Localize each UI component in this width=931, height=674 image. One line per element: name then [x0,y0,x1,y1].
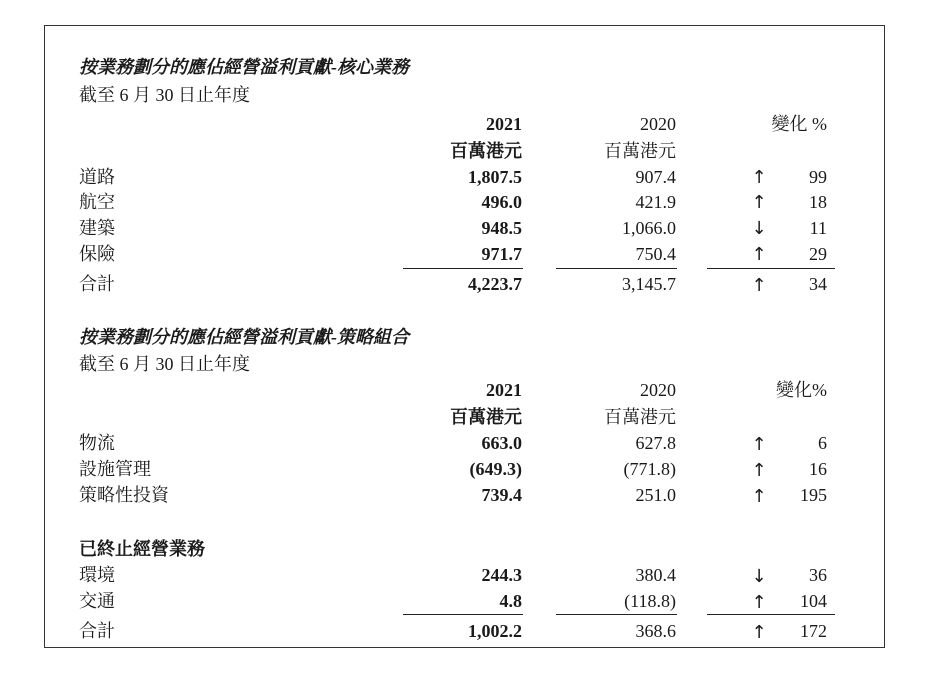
section2-title: 按業務劃分的應佔經營溢利貢獻-策略組合 [79,327,409,347]
total-value-2021: 4,223.7 [468,274,522,294]
total-value-2020: 368.6 [635,621,676,641]
up-arrow-icon: ↑ [751,167,767,188]
row-value-2021: 244.3 [481,565,522,585]
up-arrow-icon: ↑ [751,244,767,265]
total-change: 172 [800,621,827,641]
row-change: 6 [818,433,827,453]
row-value-2021: 971.7 [481,244,522,264]
row-change: 99 [809,167,827,187]
row-change: 36 [809,565,827,585]
row-change: 104 [800,591,827,611]
total-label: 合計 [79,621,115,641]
row-change: 18 [809,192,827,212]
row-value-2020: 627.8 [635,433,676,453]
row-value-2021: 739.4 [481,485,522,505]
s1-header-change: 變化 % [771,114,827,134]
s1-unit-2021: 百萬港元 [450,141,522,161]
row-value-2021: 948.5 [481,218,522,238]
total-label: 合計 [79,274,115,294]
section2-subtitle: 截至 6 月 30 日止年度 [79,354,250,374]
row-value-2020: 1,066.0 [622,218,676,238]
total-value-2020: 3,145.7 [622,274,676,294]
row-label: 航空 [79,192,115,212]
row-label: 交通 [79,591,115,611]
s2-header-2020: 2020 [640,380,676,400]
row-label: 建築 [79,218,115,238]
row-value-2020: 380.4 [635,565,676,585]
s1-unit-2020: 百萬港元 [604,141,676,161]
section1-subtitle: 截至 6 月 30 日止年度 [79,85,250,105]
row-value-2020: (118.8) [624,591,676,611]
s2-unit-2021: 百萬港元 [450,407,522,427]
row-value-2021: 1,807.5 [468,167,522,187]
row-label: 環境 [79,565,115,585]
discontinued-heading: 已終止經營業務 [79,539,205,559]
row-change: 29 [809,244,827,264]
row-value-2020: 251.0 [635,485,676,505]
row-value-2021: 4.8 [499,591,522,611]
up-arrow-icon: ↑ [751,622,767,643]
total-value-2021: 1,002.2 [468,621,522,641]
down-arrow-icon: ↓ [751,566,767,587]
up-arrow-icon: ↑ [751,460,767,481]
row-value-2021: 496.0 [481,192,522,212]
subtotal-rule [403,268,523,269]
row-value-2020: 907.4 [635,167,676,187]
subtotal-rule [403,614,523,615]
up-arrow-icon: ↑ [751,434,767,455]
s2-header-change: 變化% [776,380,827,400]
s1-header-2020: 2020 [640,114,676,134]
up-arrow-icon: ↑ [751,592,767,613]
row-value-2020: 421.9 [635,192,676,212]
subtotal-rule [707,268,835,269]
row-value-2020: 750.4 [635,244,676,264]
total-change: 34 [809,274,827,294]
down-arrow-icon: ↓ [751,218,767,239]
s1-header-2021: 2021 [486,114,522,134]
row-label: 道路 [79,167,115,187]
row-label: 物流 [79,433,115,453]
s2-unit-2020: 百萬港元 [604,407,676,427]
subtotal-rule [556,614,677,615]
up-arrow-icon: ↑ [751,192,767,213]
row-label: 保險 [79,244,115,264]
row-value-2020: (771.8) [623,459,676,479]
row-label: 設施管理 [79,459,151,479]
subtotal-rule [556,268,677,269]
subtotal-rule [707,614,835,615]
s2-header-2021: 2021 [486,380,522,400]
up-arrow-icon: ↑ [751,486,767,507]
row-change: 11 [809,218,827,238]
row-label: 策略性投資 [79,485,169,505]
up-arrow-icon: ↑ [751,275,767,296]
section1-title: 按業務劃分的應佔經營溢利貢獻-核心業務 [79,57,409,77]
row-change: 195 [800,485,827,505]
row-change: 16 [809,459,827,479]
row-value-2021: 663.0 [481,433,522,453]
row-value-2021: (649.3) [469,459,522,479]
